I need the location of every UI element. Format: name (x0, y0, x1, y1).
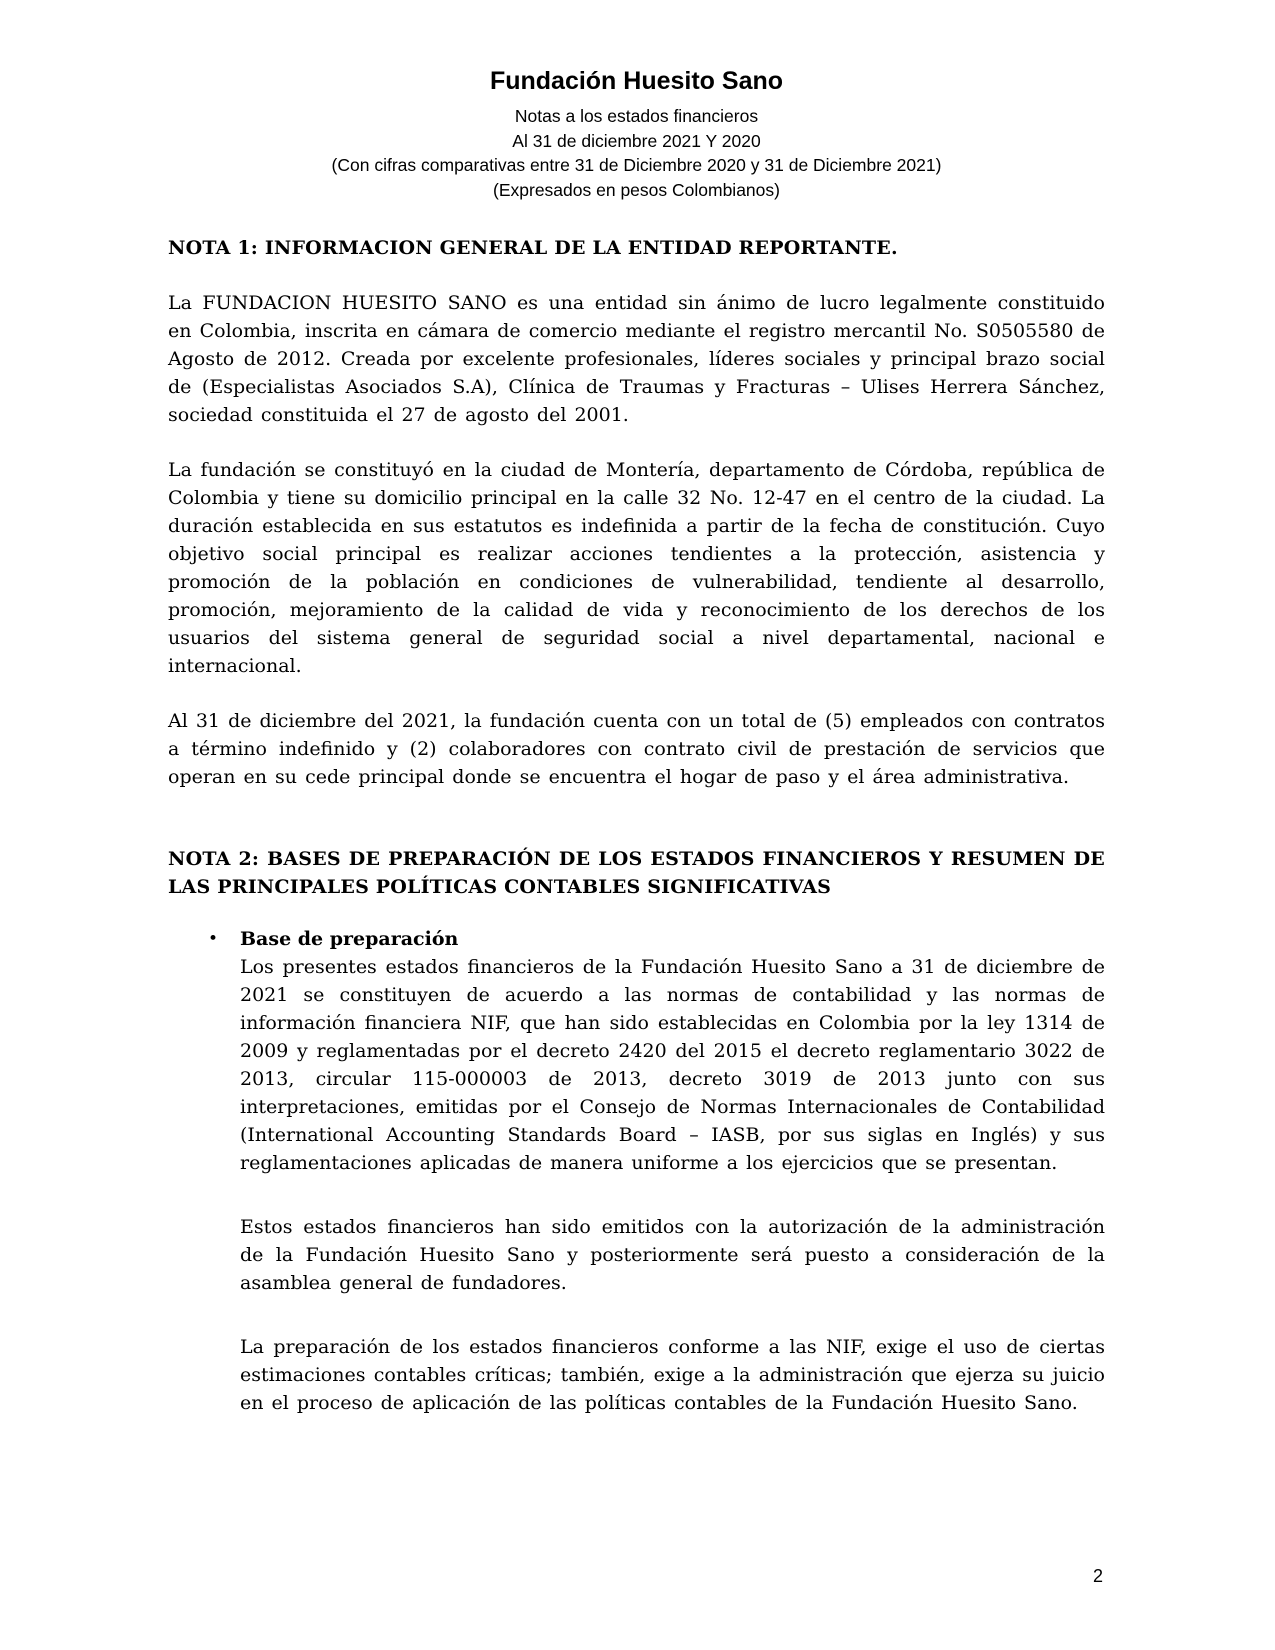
document-subtitle-3: (Con cifras comparativas entre 31 de Diciembre 2020 y 31 de Diciembre 2021) (331, 155, 942, 175)
document-subtitle-1: Notas a los estados financieros (514, 106, 759, 126)
document-title: Fundación Huesito Sano (489, 67, 784, 95)
bullet-title: Base de preparación (240, 928, 459, 950)
nota-1-section (168, 234, 1105, 791)
document-header (168, 66, 1105, 202)
nota-2-heading: NOTA 2: BASES DE PREPARACIÓN DE LOS ESTADOS FINANCIEROS Y RESUMEN DE LAS PRINCIPALES POLÍTICAS CONTABLES SIGNIFICATIVAS (168, 848, 1105, 898)
bullet-body (240, 925, 1105, 1417)
document-subtitle-4: (Expresados en pesos Colombianos) (493, 179, 780, 200)
nota-1-paragraph-3: Al 31 de diciembre del 2021, la fundación cuenta con un total de (5) empleados con contratos a término indefinido y (2) colaboradores con contrato civil de prestación de servicios que operan en su cede principal donde se encuentra el hogar de paso y el área administrativa. (168, 710, 1105, 788)
nota-2-section (168, 845, 1105, 1417)
bullet-icon: • (208, 929, 219, 949)
bullet-item-base-de-preparacion (168, 925, 1105, 1417)
nota-2-paragraph-2: Estos estados financieros han sido emitidos con la autorización de la administración de la Fundación Huesito Sano y posteriormente será puesto a consideración de la asamblea general de fundadores. (240, 1216, 1105, 1294)
document-subtitle-2: Al 31 de diciembre 2021 Y 2020 (512, 130, 761, 151)
nota-2-paragraph-3: La preparación de los estados financieros conforme a las NIF, exige el uso de ciertas estimaciones contables críticas; también, exige a la administración que ejerza su juicio en el proceso de aplicación de las políticas contables de la Fundación Huesito Sano. (240, 1336, 1105, 1414)
nota-1-paragraph-1: La FUNDACION HUESITO SANO es una entidad sin ánimo de lucro legalmente constituido en Colombia, inscrita en cámara de comercio mediante el registro mercantil No. S0505580 de Agosto de 2012. Creada por excelente profesionales, líderes sociales y principal brazo social de (Especialistas Asociados S.A), Clínica de Traumas y Fracturas – Ulises Herrera Sánchez, sociedad constituida el 27 de agosto del 2001. (168, 292, 1105, 426)
nota-2-paragraph-1: Los presentes estados financieros de la Fundación Huesito Sano a 31 de diciembre de 2021 se constituyen de acuerdo a las normas de contabilidad y las normas de información financiera NIF, que han sido establecidas en Colombia por la ley 1314 de 2009 y reglamentadas por el decreto 2420 del 2015 el decreto reglamentario 3022 de 2013, circular 115-000003 de 2013, decreto 3019 de 2013 junto con sus interpretaciones, emitidas por el Consejo de Normas Internacionales de Contabilidad (International Accounting Standards Board – IASB, por sus siglas en Inglés) y sus reglamentaciones aplicadas de manera uniforme a los ejercicios que se presentan. (240, 956, 1105, 1174)
nota-1-paragraph-2: La fundación se constituyó en la ciudad de Montería, departamento de Córdoba, república de Colombia y tiene su domicilio principal en la calle 32 No. 12-47 en el centro de la ciudad. La duración establecida en sus estatutos es indefinida a partir de la fecha de constitución. Cuyo objetivo social principal es realizar acciones tendientes a la protección, asistencia y promoción de la población en condiciones de vulnerabilidad, tendiente al desarrollo, promoción, mejoramiento de la calidad de vida y reconocimiento de los derechos de los usuarios del sistema general de seguridad social a nivel departamental, nacional e internacional. (168, 459, 1105, 677)
nota-1-heading: NOTA 1: INFORMACION GENERAL DE LA ENTIDAD REPORTANTE. (168, 237, 898, 259)
page-number: 2 (1092, 1566, 1103, 1586)
